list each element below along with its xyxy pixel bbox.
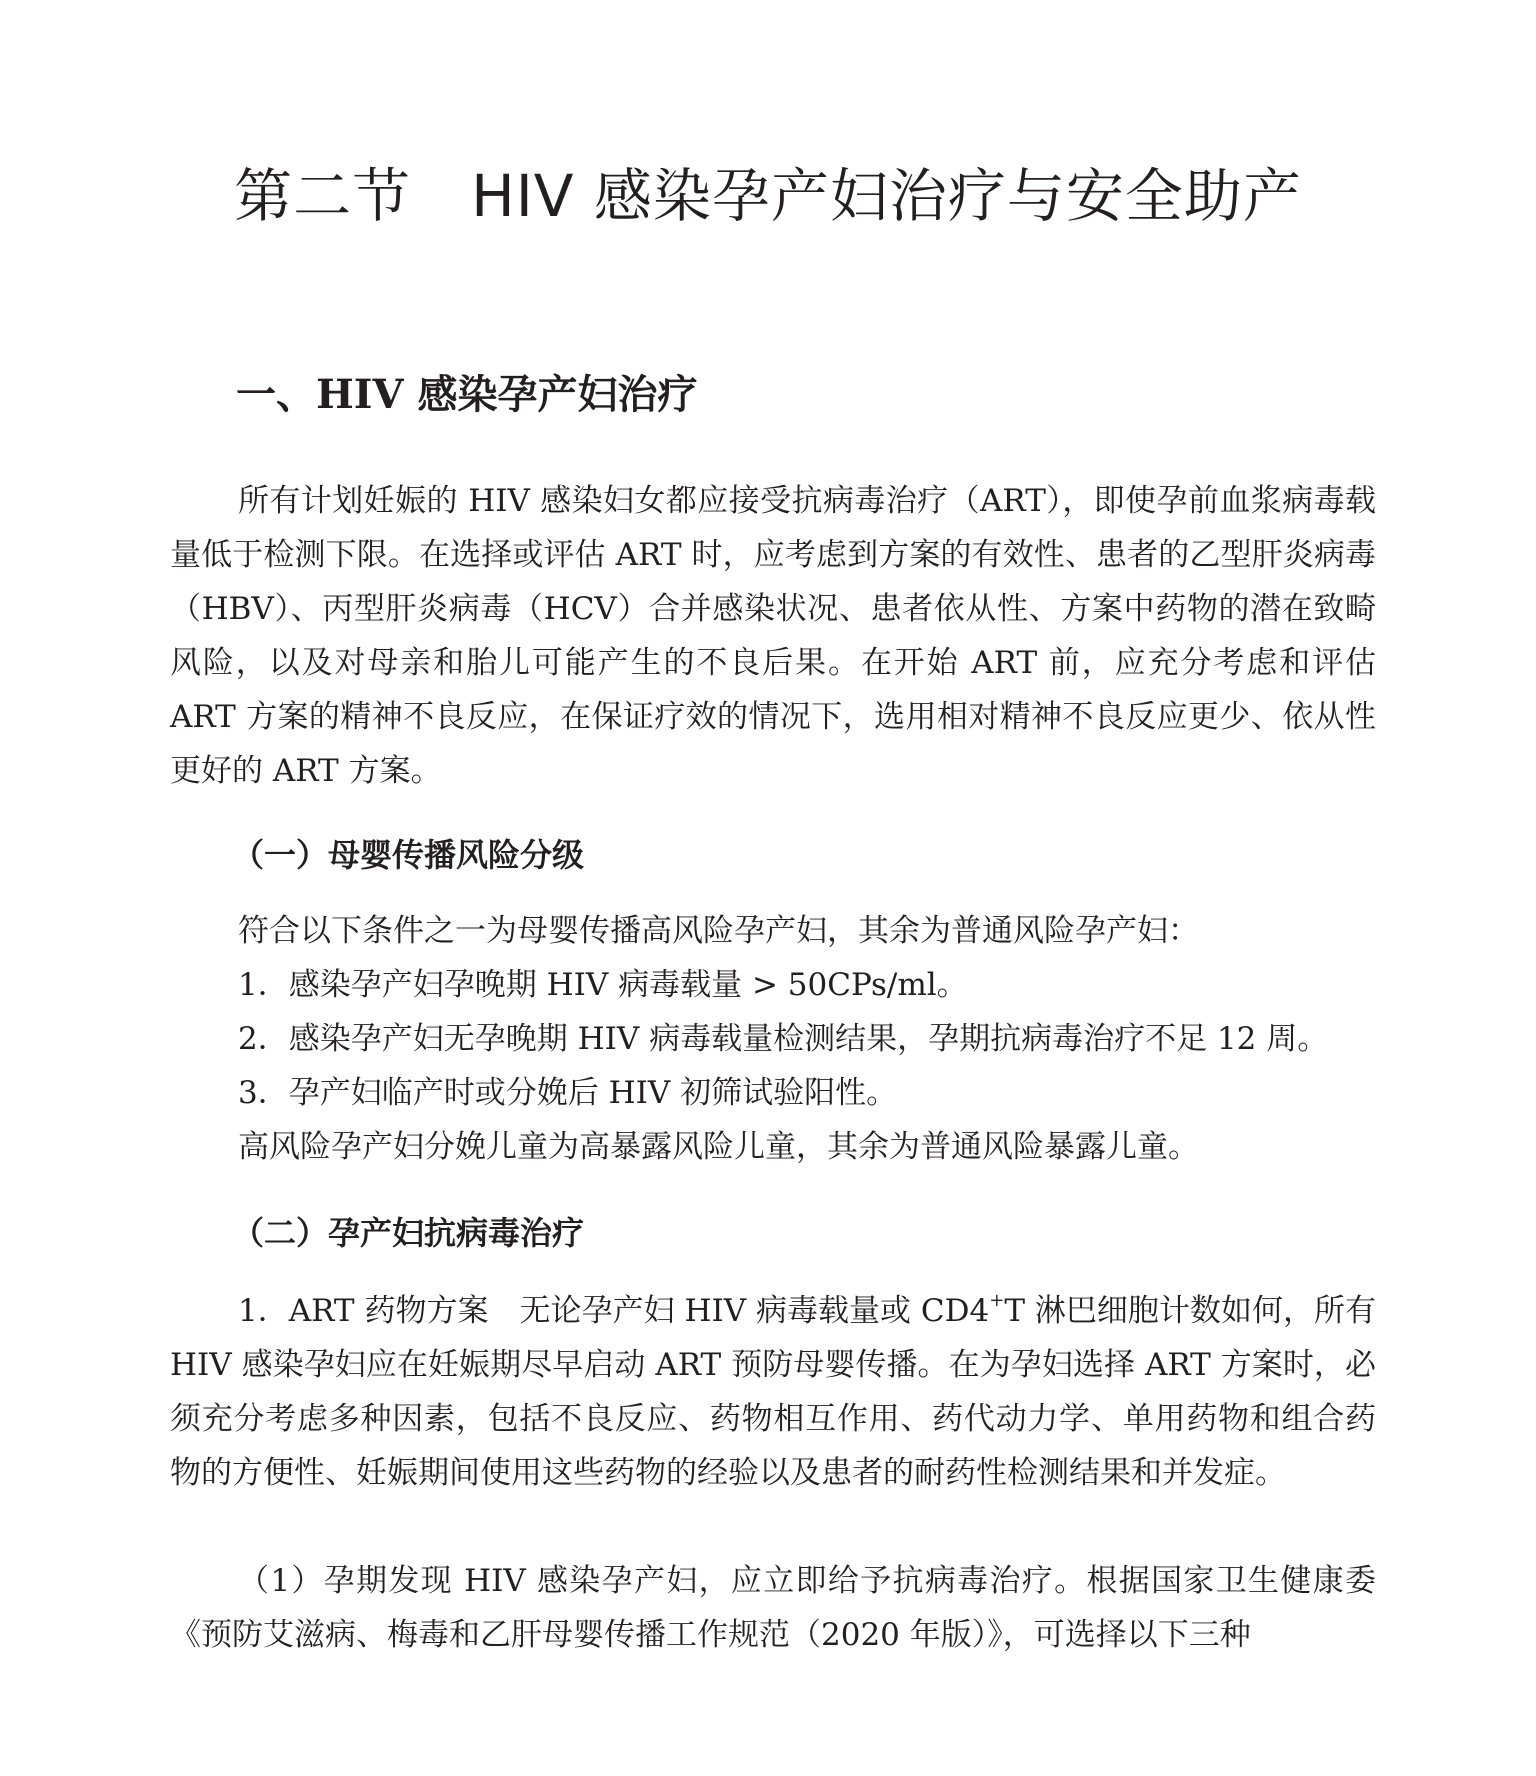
risk-criterion-1: 1．感染孕产妇孕晚期 HIV 病毒载量 > 50CPs/ml。 xyxy=(238,967,968,1003)
subsection1-heading: （一）母婴传播风险分级 xyxy=(232,836,585,874)
title-section-number: 第二节 xyxy=(234,162,412,230)
subsection2-heading: （二）孕产妇抗病毒治疗 xyxy=(232,1214,585,1252)
risk-tail: 高风险孕产妇分娩儿童为高暴露风险儿童，其余为普通风险暴露儿童。 xyxy=(238,1129,1199,1165)
section1-heading: 一、HIV 感染孕产妇治疗 xyxy=(236,371,698,418)
risk-criteria-lead: 符合以下条件之一为母婴传播高风险孕产妇，其余为普通风险孕产妇： xyxy=(238,913,1199,949)
risk-criterion-3: 3．孕产妇临产时或分娩后 HIV 初筛试验阳性。 xyxy=(238,1075,898,1111)
risk-criterion-2: 2．感染孕产妇无孕晚期 HIV 病毒载量检测结果，孕期抗病毒治疗不足 12 周。 xyxy=(238,1021,1329,1057)
title-section-name: HIV 感染孕产妇治疗与安全助产 xyxy=(471,162,1302,230)
treatment-paragraph-1: （1）孕期发现 HIV 感染孕产妇，应立即给予抗病毒治疗。根据国家卫生健康委《预防艾滋病、梅毒和乙肝母婴传播工作规范（2020 年版）》，可选择以下三种 xyxy=(170,1563,1376,1653)
intro-paragraph: 所有计划妊娠的 HIV 感染妇女都应接受抗病毒治疗（ART），即使孕前血浆病毒载量低于检测下限。在选择或评估 ART 时，应考虑到方案的有效性、患者的乙型肝炎病毒（HBV）、丙型肝炎病毒（HCV）合并感染状况、患者依从性、方案中药物的潜在致畸风险，以及对母亲和胎儿可能产生的不良后果。在开始 ART 前，应充分考虑和评估 ART 方案的精神不良反应，在保证疗效的情况下，选用相对精神不良反应更少、依从性更好的 ART 方案。 xyxy=(170,483,1376,789)
art-text-b: T 淋巴细胞计数如何，所有 HIV 感染孕妇应在妊娠期尽早启动 ART 预防母婴传播。在为孕妇选择 ART 方案时，必须充分考虑多种因素，包括不良反应、药物相互作用、药代动力学、单用药物和组合药物的方便性、妊娠期间使用这些药物的经验以及患者的耐药性检测结果和并发症。 xyxy=(170,1293,1376,1491)
art-text-a: 1．ART 药物方案 无论孕产妇 HIV 病毒载量或 CD4 xyxy=(238,1293,990,1329)
chapter-section-title xyxy=(0,160,1536,232)
cd4-superscript: + xyxy=(989,1289,1005,1311)
art-regimen-paragraph xyxy=(170,1284,1376,1500)
